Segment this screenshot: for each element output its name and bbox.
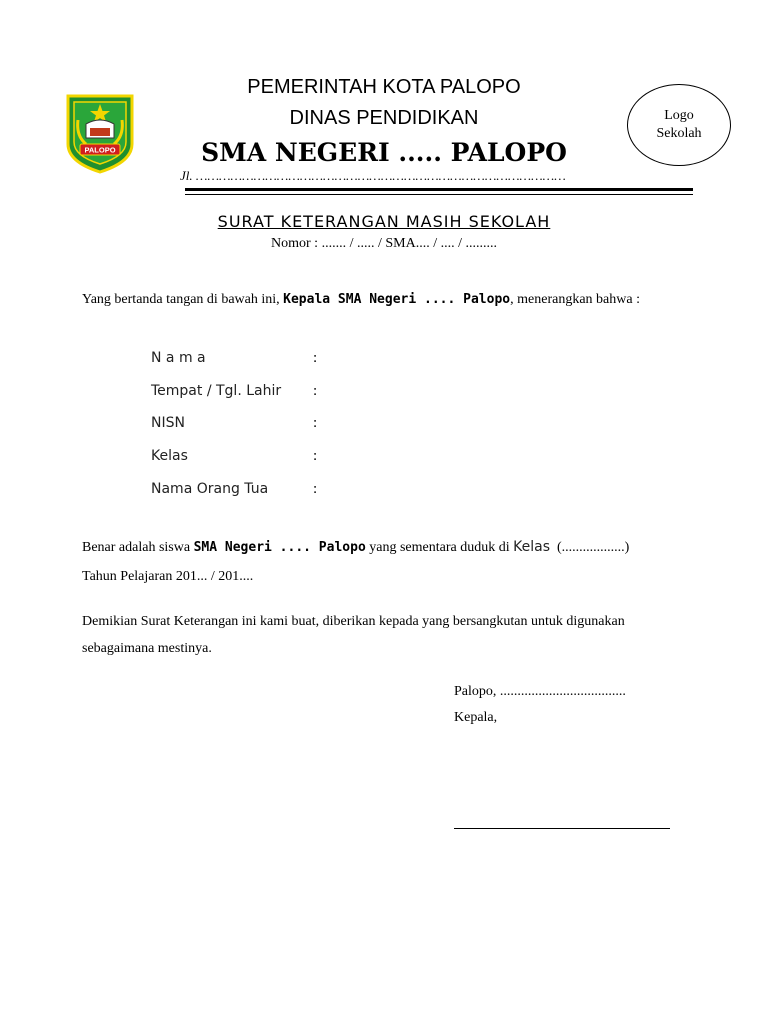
statement-class-word: Kelas: [513, 539, 550, 555]
field-colon-nisn: :: [313, 415, 318, 431]
field-label-class: Kelas: [151, 448, 188, 464]
document-title: SURAT KETERANGAN MASIH SEKOLAH: [217, 212, 551, 231]
field-colon-birth: :: [313, 383, 318, 399]
statement-class-blank: (..................): [556, 540, 630, 555]
statement-paragraph: [82, 539, 629, 556]
field-colon-name: :: [313, 350, 318, 366]
intro-suffix: , menerangkan bahwa :: [510, 292, 640, 307]
closing-line-1: Demikian Surat Keterangan ini kami buat, diberikan kepada yang bersangkutan untuk digunakan: [82, 614, 625, 629]
field-colon-class: :: [313, 448, 318, 464]
header-rule-thin: [185, 194, 693, 195]
intro-prefix: Yang bertanda tangan di bawah ini,: [82, 292, 284, 307]
statement-school: SMA Negeri .... Palopo: [193, 540, 366, 555]
school-address: Jl. ……………………………………………………………………………………: [180, 168, 566, 183]
intro-signer: Kepala SMA Negeri .... Palopo: [283, 292, 511, 307]
document-number: Nomor : ....... / ..... / SMA.... / .... / .........: [271, 236, 497, 251]
signature-place-date: Palopo, ....................................: [454, 684, 626, 699]
field-colon-parent: :: [313, 481, 318, 497]
statement-year: Tahun Pelajaran 201... / 201....: [82, 569, 254, 584]
signature-line: [454, 828, 670, 829]
school-name: SMA NEGERI ..... PALOPO: [201, 138, 567, 167]
field-label-parent: Nama Orang Tua: [151, 481, 269, 497]
field-label-birth: Tempat / Tgl. Lahir: [151, 383, 282, 399]
emblem-label: PALOPO: [84, 145, 116, 155]
logo-placeholder-text: Logo Sekolah: [656, 108, 702, 141]
intro-paragraph: [82, 292, 640, 308]
statement-prefix: Benar adalah siswa: [82, 540, 194, 555]
government-name: PEMERINTAH KOTA PALOPO: [247, 76, 521, 98]
school-logo-placeholder: [627, 84, 731, 166]
field-label-nisn: NISN: [151, 415, 185, 431]
department-name: DINAS PENDIDIKAN: [289, 107, 479, 129]
field-label-name: N a m a: [151, 350, 206, 366]
statement-middle: yang sementara duduk di: [365, 540, 514, 555]
closing-line-2: sebagaimana mestinya.: [82, 641, 212, 656]
signature-title: Kepala,: [454, 710, 498, 725]
header-rule-thick: [185, 188, 693, 191]
